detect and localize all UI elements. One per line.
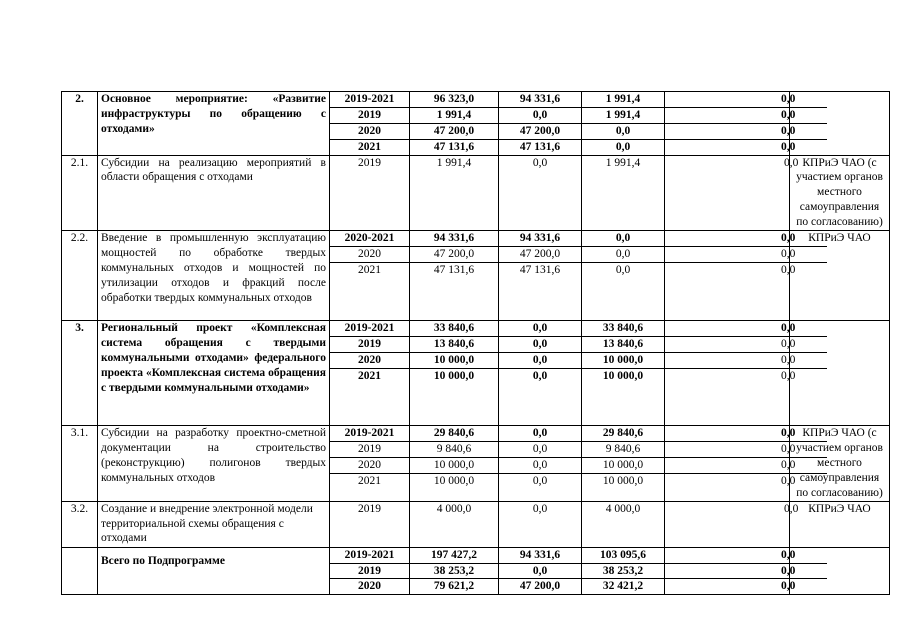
year: 2019 [330,501,410,547]
row-description: Региональный проект «Комплексная система обращения с твердыми коммунальными отходами» федерального проекта «Комплексная система обращения с твердыми коммунальными отходами» [98,321,330,426]
amount: 0,0 [781,263,796,276]
amount: 1 991,4 [582,155,665,231]
row-description: Основное мероприятие: «Развитие инфраструктуры по обращению с отходами» [98,92,330,156]
amount: 0,0 [499,353,581,369]
year: 2019 [330,564,409,580]
col1-cell [499,426,582,502]
amount: 0,0 [499,501,582,547]
amount: 9 840,6 [582,442,664,458]
year: 2019-2021 [330,92,409,108]
col2-cell [582,426,665,502]
amount: 0,0 [499,564,581,580]
amount: 47 131,6 [519,263,561,276]
row-description: Субсидии на реализацию мероприятий в области обращения с отходами [98,155,330,231]
executor-cell: КПРиЭ ЧАО [790,501,890,547]
amount: 47 131,6 [433,140,475,153]
amount: 0,0 [665,337,827,353]
years-cell [330,547,410,595]
total-cell [410,547,499,595]
row-number: 3. [62,321,98,426]
amount: 13 840,6 [582,337,664,353]
table-row [62,92,890,156]
amount: 10 000,0 [602,369,644,382]
year: 2019-2021 [330,548,409,564]
amount: 0,0 [665,353,827,369]
amount: 47 200,0 [499,124,581,140]
amount: 0,0 [665,501,790,547]
executor-cell [790,547,890,595]
amount: 0,0 [499,321,581,337]
amount: 47 200,0 [410,124,498,140]
year: 2021 [358,263,381,276]
year: 2020 [330,458,409,474]
table-row [62,501,890,547]
amount: 0,0 [582,231,664,247]
total-cell [410,321,499,426]
year: 2020 [330,353,409,369]
year: 2020-2021 [330,231,409,247]
amount: 0,0 [532,369,548,382]
amount: 0,0 [665,426,827,442]
amount: 0,0 [499,442,581,458]
table-row [62,321,890,426]
amount: 4 000,0 [410,501,499,547]
amount: 103 095,6 [582,548,664,564]
amount: 1 991,4 [582,92,664,108]
amount: 0,0 [665,442,827,458]
amount: 0,0 [582,247,664,263]
amount: 0,0 [665,247,827,263]
amount: 32 421,2 [602,580,644,593]
amount: 38 253,2 [410,564,498,580]
year: 2019 [330,442,409,458]
amount: 10 000,0 [602,474,644,487]
amount: 1 991,4 [410,155,499,231]
total-cell [410,231,499,321]
executor-cell: КПРиЭ ЧАО (с участием органов местного самоуправления по согласованию) [790,155,890,231]
executor-cell: КПРиЭ ЧАО (с участием органов местного самоуправления по согласованию) [790,426,890,502]
year: 2020 [330,247,409,263]
amount: 0,0 [665,458,827,474]
amount: 0,0 [781,580,796,593]
row-description: Субсидии на разработку проектно-сметной документации на строительство (реконструкцию) полигонов твердых коммунальных отходов [98,426,330,502]
amount: 96 323,0 [410,92,498,108]
year: 2021 [358,369,381,382]
amount: 0,0 [781,140,796,153]
amount: 47 200,0 [519,580,561,593]
amount: 94 331,6 [499,548,581,564]
col3-cell [665,92,796,156]
row-description: Создание и внедрение электронной модели территориальной схемы обращения с отходами [98,501,330,547]
amount: 0,0 [499,337,581,353]
amount: 4 000,0 [582,501,665,547]
amount: 0,0 [781,369,796,382]
amount: 10 000,0 [433,369,475,382]
table-body [62,92,890,595]
row-number [62,547,98,595]
col2-cell [582,547,665,595]
table-row [62,547,890,595]
amount: 0,0 [665,548,827,564]
executor-cell [790,321,890,426]
executor-cell [790,92,890,156]
year: 2021 [358,140,381,153]
row-number: 2.2. [62,231,98,321]
years-cell [330,231,410,321]
amount: 94 331,6 [499,92,581,108]
amount: 13 840,6 [410,337,498,353]
year: 2019 [330,155,410,231]
col3-cell [665,321,796,426]
amount: 0,0 [499,458,581,474]
amount: 33 840,6 [410,321,498,337]
row-description: Введение в промышленную эксплуатацию мощностей по обработке твердых коммунальных отходов и мощностей по утилизации отходов и фракций после обработки твердых коммунальных отходов [98,231,330,321]
col2-cell [582,231,665,321]
amount: 0,0 [781,474,796,487]
amount: 47 200,0 [410,247,498,263]
amount: 0,0 [665,124,827,140]
table-row [62,231,890,321]
amount: 94 331,6 [410,231,498,247]
row-number: 3.1. [62,426,98,502]
document-page [61,91,889,595]
row-number: 3.2. [62,501,98,547]
amount: 0,0 [499,155,582,231]
col1-cell [499,547,582,595]
col1-cell [499,231,582,321]
amount: 0,0 [615,263,631,276]
row-description: Всего по Подпрограмме [98,547,330,595]
amount: 10 000,0 [410,353,498,369]
amount: 29 840,6 [582,426,664,442]
amount: 47 131,6 [433,263,475,276]
amount: 79 621,2 [433,580,475,593]
col1-cell [499,92,582,156]
years-cell [330,92,410,156]
amount: 0,0 [665,321,827,337]
executor-cell: КПРиЭ ЧАО [790,231,890,321]
year: 2019-2021 [330,321,409,337]
years-cell [330,321,410,426]
amount: 10 000,0 [582,353,664,369]
amount: 0,0 [532,474,548,487]
amount: 0,0 [615,140,631,153]
table-row [62,155,890,231]
amount: 0,0 [499,108,581,124]
col2-cell [582,321,665,426]
amount: 94 331,6 [499,231,581,247]
amount: 0,0 [665,231,827,247]
amount: 10 000,0 [582,458,664,474]
year: 2021 [358,474,381,487]
subprogram-table [61,91,890,595]
amount: 38 253,2 [582,564,664,580]
col2-cell [582,92,665,156]
row-number: 2.1. [62,155,98,231]
amount: 0,0 [665,108,827,124]
total-cell [410,92,499,156]
year: 2020 [330,124,409,140]
amount: 0,0 [665,155,790,231]
year: 2019 [330,337,409,353]
amount: 197 427,2 [410,548,498,564]
amount: 0,0 [499,426,581,442]
col3-cell [665,547,796,595]
amount: 29 840,6 [410,426,498,442]
year: 2019 [330,108,409,124]
col3-cell [665,231,796,321]
amount: 0,0 [582,124,664,140]
amount: 47 200,0 [499,247,581,263]
amount: 33 840,6 [582,321,664,337]
total-cell [410,426,499,502]
year: 2020 [358,580,381,593]
col3-cell [665,426,796,502]
table-row [62,426,890,502]
amount: 47 131,6 [519,140,561,153]
col1-cell [499,321,582,426]
amount: 1 991,4 [410,108,498,124]
amount: 0,0 [665,92,827,108]
amount: 1 991,4 [582,108,664,124]
amount: 10 000,0 [433,474,475,487]
amount: 10 000,0 [410,458,498,474]
years-cell [330,426,410,502]
amount: 0,0 [665,564,827,580]
year: 2019-2021 [330,426,409,442]
row-number: 2. [62,92,98,156]
amount: 9 840,6 [410,442,498,458]
